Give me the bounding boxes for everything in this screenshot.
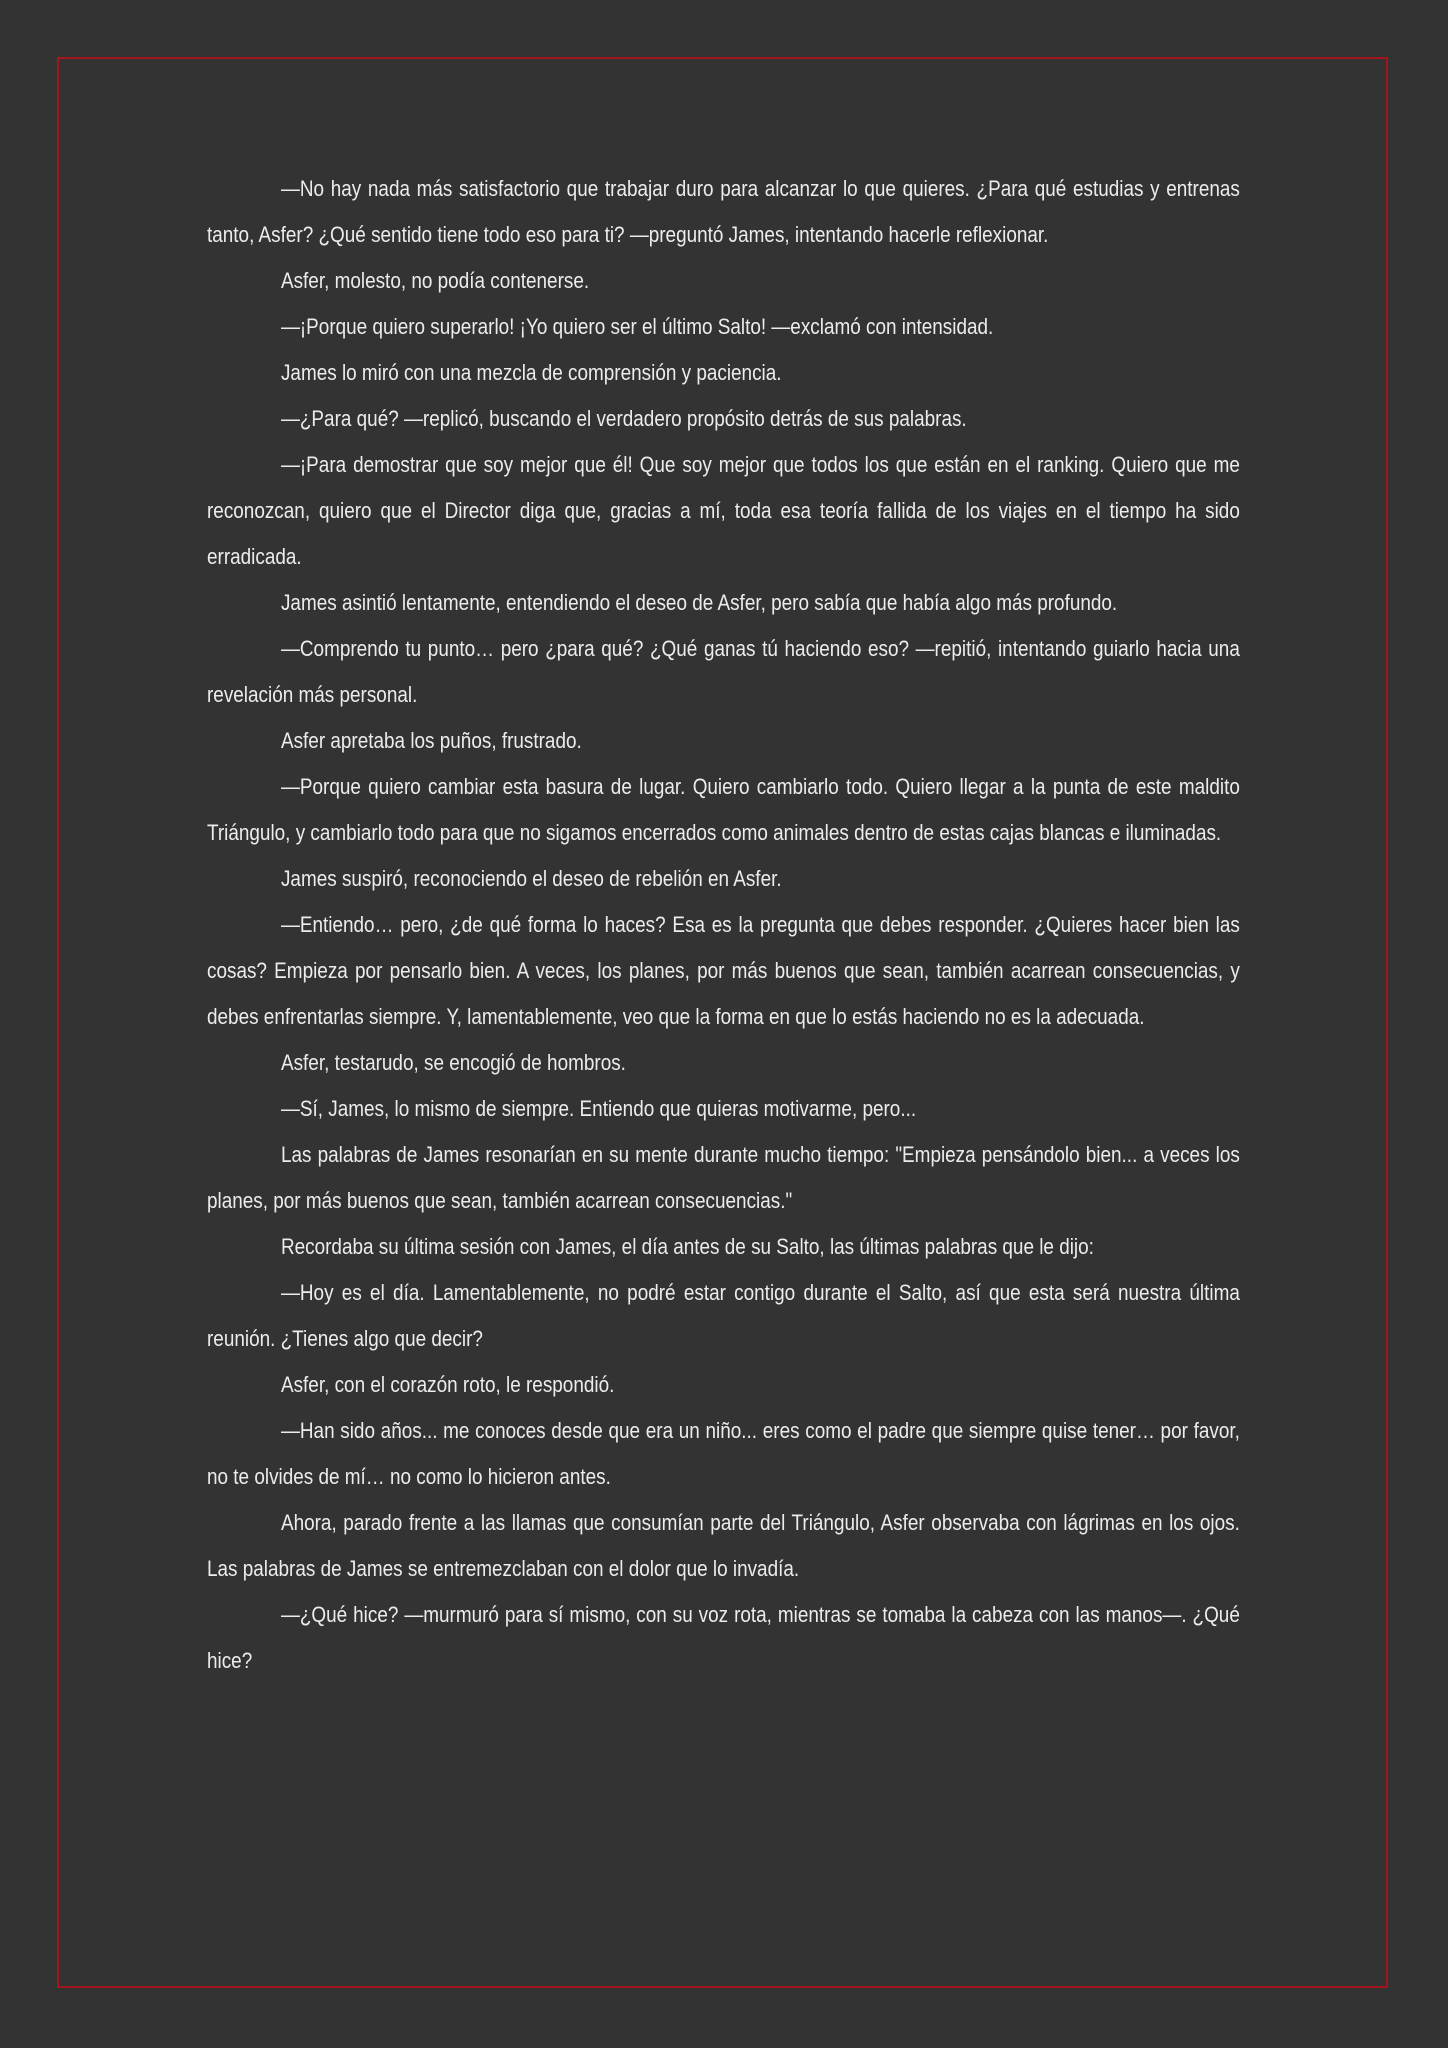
- paragraph: —¡Porque quiero superarlo! ¡Yo quiero ser el último Salto! —exclamó con intensidad.: [280, 314, 994, 339]
- paragraph: Asfer, con el corazón roto, le respondió.: [280, 1372, 615, 1397]
- paragraph: Recordaba su última sesión con James, el día antes de su Salto, las últimas palabras que le dijo:: [280, 1234, 1094, 1259]
- paragraph: —Han sido años... me conoces desde que era un niño... eres como el padre que siempre quise tener… por favor, no te olvides de mí… no como lo hicieron antes.: [207, 1418, 1240, 1489]
- paragraph: Ahora, parado frente a las llamas que consumían parte del Triángulo, Asfer observaba con lágrimas en los ojos. Las palabras de James se entremezclaban con el dolor que lo invadía.: [207, 1510, 1240, 1581]
- paragraph: James asintió lentamente, entendiendo el deseo de Asfer, pero sabía que había algo más profundo.: [280, 590, 1118, 615]
- paragraph: —¡Para demostrar que soy mejor que él! Que soy mejor que todos los que están en el ranking. Quiero que me reconozcan, quiero que el Director diga que, gracias a mí, toda esa teoría fallida de los viajes en el tiempo ha sido erradicada.: [207, 452, 1240, 569]
- paragraph: Asfer apretaba los puños, frustrado.: [280, 728, 582, 753]
- paragraph: James lo miró con una mezcla de comprensión y paciencia.: [280, 360, 782, 385]
- paragraph: —No hay nada más satisfactorio que trabajar duro para alcanzar lo que quieres. ¿Para qué estudias y entrenas tanto, Asfer? ¿Qué sentido tiene todo eso para ti? —preguntó James, intentando hacerle reflexionar.: [207, 176, 1240, 247]
- paragraph: —Sí, James, lo mismo de siempre. Entiendo que quieras motivarme, pero...: [280, 1096, 917, 1121]
- paragraph: —Porque quiero cambiar esta basura de lugar. Quiero cambiarlo todo. Quiero llegar a la punta de este maldito Triángulo, y cambiarlo todo para que no sigamos encerrados como animales dentro de estas cajas blancas e iluminadas.: [207, 774, 1240, 845]
- paragraph: —Hoy es el día. Lamentablemente, no podré estar contigo durante el Salto, así que esta será nuestra última reunión. ¿Tienes algo que decir?: [207, 1280, 1240, 1351]
- paragraph: James suspiró, reconociendo el deseo de rebelión en Asfer.: [280, 866, 782, 891]
- paragraph: —¿Para qué? —replicó, buscando el verdadero propósito detrás de sus palabras.: [280, 406, 967, 431]
- paragraph: —Comprendo tu punto… pero ¿para qué? ¿Qué ganas tú haciendo eso? —repitió, intentando guiarlo hacia una revelación más personal.: [207, 636, 1240, 707]
- paragraph: —¿Qué hice? —murmuró para sí mismo, con su voz rota, mientras se tomaba la cabeza con las manos—. ¿Qué hice?: [207, 1602, 1240, 1673]
- paragraph: Asfer, molesto, no podía contenerse.: [280, 268, 590, 293]
- paragraph: Asfer, testarudo, se encogió de hombros.: [280, 1050, 626, 1075]
- document-body: [207, 166, 1240, 1684]
- paragraph: —Entiendo… pero, ¿de qué forma lo haces? Esa es la pregunta que debes responder. ¿Quieres hacer bien las cosas? Empieza por pensarlo bien. A veces, los planes, por más buenos que sean, también acarrean consecuencias, y debes enfrentarlas siempre. Y, lamentablemente, veo que la forma en que lo estás haciendo no es la adecuada.: [207, 912, 1240, 1029]
- paragraph: Las palabras de James resonarían en su mente durante mucho tiempo: "Empieza pensándolo bien... a veces los planes, por más buenos que sean, también acarrean consecuencias.": [207, 1142, 1240, 1213]
